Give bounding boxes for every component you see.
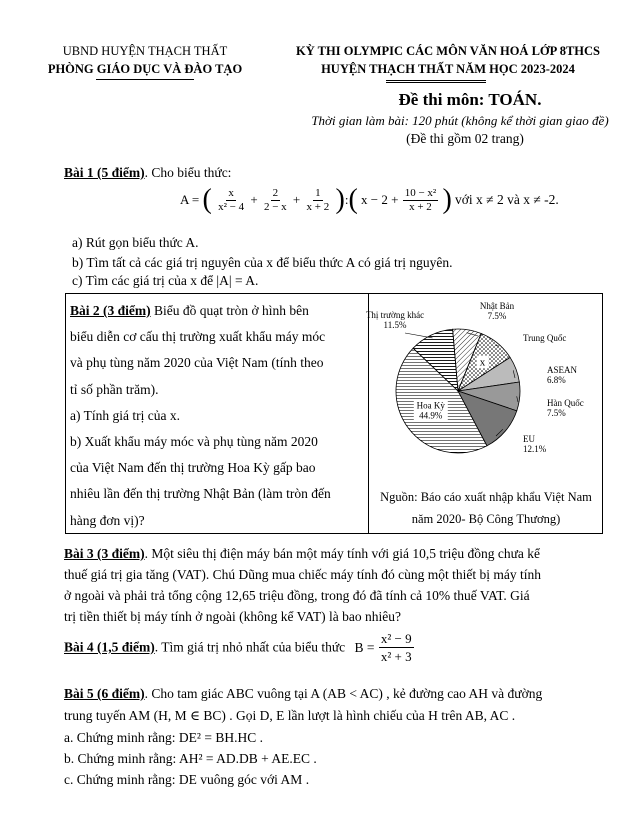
pie-value-4: 6.8%: [547, 375, 566, 385]
header-right-rule: [386, 80, 486, 83]
bai5-b: b. Chứng minh rằng: AH² = AD.DB + AE.EC .: [64, 751, 317, 766]
pie-leader-1: [405, 333, 433, 338]
fraction-2: $\frac{2}{2 - x}$: [263, 186, 287, 213]
fraction-3: $\frac{1}{x + 2}$: [306, 186, 330, 213]
header-left: [24, 42, 266, 78]
source-line-2: năm 2020- Bộ Công Thương): [411, 512, 561, 526]
pie-value-1: 11.5%: [383, 320, 407, 330]
pie-chart: [365, 296, 600, 476]
exam-pages: (Đề thi gồm 02 trang): [406, 131, 524, 146]
source-line-1: Nguồn: Báo cáo xuất nhập khẩu Việt Nam: [380, 490, 592, 504]
bai1-c: c) Tìm các giá trị của x để |A| = A.: [72, 273, 259, 288]
pie-value-5: 7.5%: [547, 408, 566, 418]
pie-value-2: 7.5%: [487, 311, 507, 321]
chart-source: [370, 486, 602, 530]
bai1-intro: . Cho biểu thức:: [144, 165, 232, 180]
bai5-title: Bài 5 (6 điểm): [64, 686, 145, 701]
department-name: PHÒNG GIÁO DỤC VÀ ĐÀO TẠO: [47, 62, 243, 76]
paren-close-2: ): [442, 184, 452, 215]
exam-name: KỲ THI OLYMPIC CÁC MÔN VĂN HOÁ LỚP 8THCS: [296, 44, 600, 58]
exam-subject: Đề thi môn: TOÁN.: [398, 90, 542, 109]
bai2-divider: [368, 293, 369, 534]
formula-lhs: A =: [180, 192, 200, 207]
paren-open: (: [202, 184, 212, 215]
pie-label-6: EU: [523, 434, 535, 444]
fraction-4: $\frac{\text{10 − x²}}{x + 2}$: [404, 186, 437, 213]
bai1-b: b) Tìm tất cả các giá trị nguyên của x để biểu thức A có giá trị nguyên.: [72, 255, 453, 270]
district-name: UBND HUYỆN THẠCH THẤT: [62, 44, 228, 58]
bai4-text: . Tìm giá trị nhỏ nhất của biểu thức: [154, 639, 346, 655]
exam-year: HUYỆN THẠCH THẤT NĂM HỌC 2023-2024: [321, 62, 575, 76]
bai5-a: a. Chứng minh rằng: DE² = BH.HC .: [64, 730, 263, 745]
bai4: [64, 630, 415, 665]
bai1-title: Bài 1 (5 điểm): [64, 165, 145, 180]
bai1-heading: [64, 162, 231, 183]
exam-time: Thời gian làm bài: 120 phút (không kể thời gian giao đề): [311, 113, 609, 128]
bai1-formula: A = ( $\frac{x}{\text{x² − 4}}$ + $\frac{2}{2 - x}$ + $\frac{1}{x + 2}$ ):( x − 2 + $\frac{\text{10 − x²}}{x + 2}$ ) với x ≠ 2 và x ≠ -2.: [180, 184, 559, 215]
bai1-a: a) Rút gọn biểu thức A.: [72, 235, 199, 250]
bai5: Bài 5 (6 điểm). Cho tam giác ABC vuông tại A (AB < AC) , kẻ đường cao AH và đường trung tuyến AM (H, M ∈ BC) . Gọi D, E lần lượt là hình chiếu của H trên AB, AC . a. Chứng minh rằng: DE² = BH.HC . b. Chứng minh rằng: AH² = AD.DB + AE.EC . c. Chứng minh rằng: DE vuông góc với AM .: [64, 683, 624, 790]
bai4-lhs: B =: [354, 639, 375, 655]
paren-close: ): [335, 184, 345, 215]
bai5-c: c. Chứng minh rằng: DE vuông góc với AM .: [64, 772, 310, 787]
pie-value-3: x: [479, 356, 486, 369]
header-left-rule: [96, 79, 194, 80]
pie-label-4: ASEAN: [547, 365, 578, 375]
bai2-text: Bài 2 (3 điểm) Biểu đồ quạt tròn ở hình bên biểu diễn cơ cấu thị trường xuất khẩu máy móc và phụ tùng năm 2020 của Việt Nam (tính theo tỉ số phần trăm). a) Tính giá trị của x. b) Xuất khẩu máy móc và phụ tùng năm 2020 của Việt Nam đến thị trường Hoa Kỳ gấp bao nhiêu lần đến thị trường Nhật Bản (làm tròn đến hàng đơn vị)?: [70, 303, 331, 528]
bai3-title: Bài 3 (3 điểm): [64, 546, 145, 561]
pie-value-0: 44.9%: [419, 410, 443, 421]
pie-label-1: Thị trường khác: [365, 310, 425, 320]
bai2-title: Bài 2 (3 điểm): [70, 303, 151, 318]
bai3: Bài 3 (3 điểm). Một siêu thị điện máy bán một máy tính với giá 10,5 triệu đồng chưa kể thuế giá trị gia tăng (VAT). Chú Dũng mua chiếc máy tính đó cùng một thiết bị máy tính ở ngoài và phải trả tổng cộng 12,65 triệu đồng, trong đó đã tính cả 10% thuế VAT. Giá trị tiền thiết bị máy tính ở ngoài (không kể VAT) là bao nhiêu?: [64, 546, 542, 624]
paren-open-2: (: [348, 184, 358, 215]
pie-label-0: Hoa Kỳ: [416, 400, 445, 411]
pie-slices: [396, 329, 520, 453]
header-right: [268, 42, 628, 78]
formula-condition: với x ≠ 2 và x ≠ -2.: [455, 192, 559, 207]
pie-label-5: Hàn Quốc: [547, 398, 584, 408]
formula-mid: x − 2 +: [361, 192, 399, 207]
pie-label-3: Trung Quốc: [523, 333, 567, 343]
pie-label-2: Nhật Bản: [479, 301, 515, 311]
bai4-title: Bài 4 (1,5 điểm): [64, 639, 155, 655]
pie-value-6: 12.1%: [523, 444, 547, 454]
bai4-fraction: $\frac{\text{x² − 9}}{\text{x² + 3}}$: [380, 631, 412, 664]
fraction-1: $\frac{x}{\text{x² − 4}}$: [218, 186, 245, 213]
